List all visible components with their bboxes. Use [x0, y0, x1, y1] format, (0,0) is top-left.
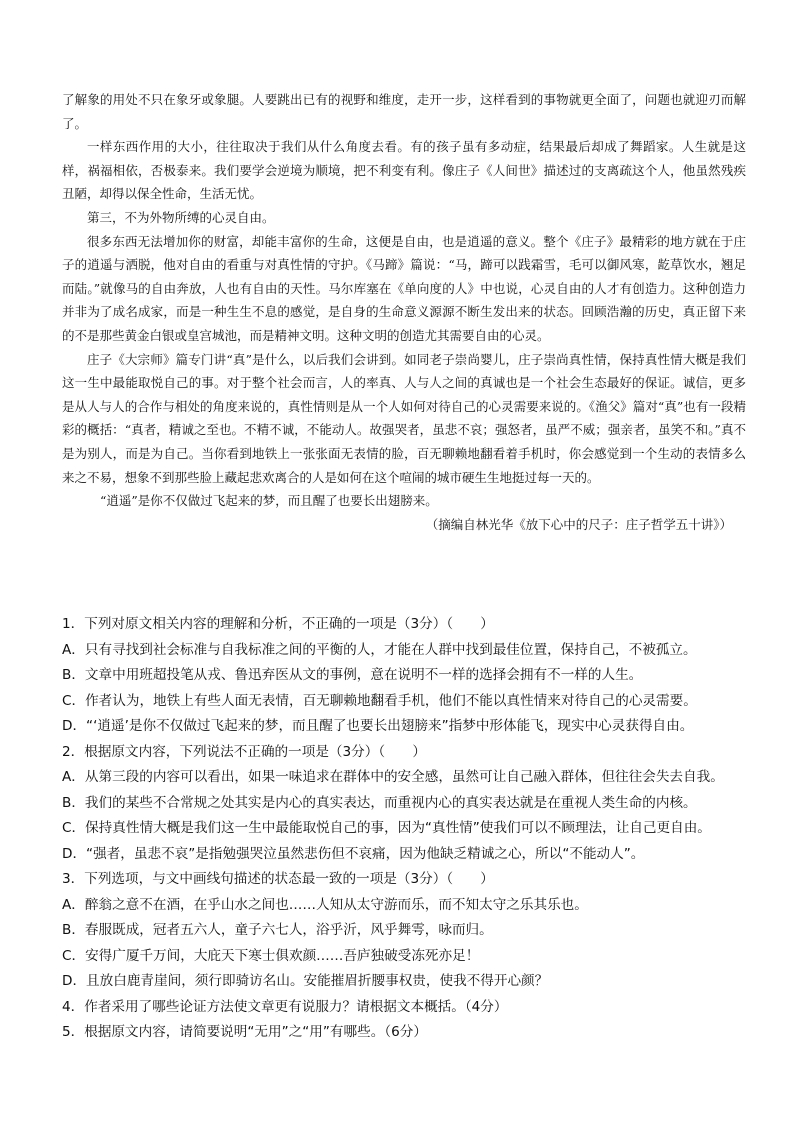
question-3-option-b: B．春服既成，冠者五六人，童子六七人，浴乎沂，风乎舞雩，咏而归。	[62, 922, 493, 938]
reading-passage	[62, 88, 746, 536]
question-1-option-d: D．“‘逍遥’是你不仅做过飞起来的梦，而且醒了也要长出翅膀来”指梦中形体能飞，现实中心灵获得自由。	[62, 718, 694, 734]
question-2-option-d: D．“强者，虽悲不哀”是指勉强哭泣虽然悲伤但不哀痛，因为他缺乏精诚之心，所以“不能动人”。	[62, 845, 645, 862]
question-3-option-a: A．醉翁之意不在酒，在乎山水之间也……人知从太守游而乐，而不知太守之乐其乐也。	[62, 896, 588, 913]
question-1-option-c: C．作者认为，地铁上有些人面无表情，百无聊赖地翻看手机，他们不能以真性情来对待自己的心灵需要。	[62, 692, 697, 709]
question-2-option-b: B．我们的某些不合常规之处其实是内心的真实表达，而重视内心的真实表达就是在重视人类生命的内核。	[62, 794, 697, 811]
question-1-stem: 1．下列对原文相关内容的理解和分析，不正确的一项是（3分）（ ）	[62, 616, 494, 632]
question-1-option-a: A．只有寻找到社会标准与自我标准之间的平衡的人，才能在人群中找到最佳位置，保持自己，不被孤立。	[62, 641, 697, 658]
question-4: 4．作者采用了哪些论证方法使文章更有说服力？请根据文本概括。（4分）	[62, 998, 508, 1015]
question-1-option-b: B．文章中用班超投笔从戎、鲁迅弃医从文的事例，意在说明不一样的选择会拥有不一样的人生。	[62, 667, 643, 683]
question-3-stem: 3．下列选项，与文中画线句描述的状态最一致的一项是（3分）（ ）	[62, 871, 494, 887]
passage-paragraph-5: “逍遥”是你不仅做过飞起来的梦，而且醒了也要长出翅膀来。	[100, 493, 438, 509]
passage-paragraph-1: 一样东西作用的大小，往往取决于我们从什么角度去看。有的孩子虽有多动症，结果最后却成了舞蹈家。人生就是这样，祸福相依，否极泰来。我们要学会逆境为顺境，把不利变有利。像庄子《人间世》描述过的支离疏这个人，他虽然残疾丑陋，却得以保全性命，生活无忧。	[62, 139, 746, 202]
passage-paragraph-3: 很多东西无法增加你的财富，却能丰富你的生命，这便是自由，也是逍遥的意义。整个《庄子》最精彩的地方就在于庄子的逍遥与洒脱，他对自由的看重与对真性情的守护。《马蹄》篇说：“马，蹄可以践霜雪，毛可以御风寒，龁草饮水，翘足而陆。”就像马的自由奔放，人也有自由的天性。马尔库塞在《单向度的人》中也说，心灵自由的人才有创造力。这种创造力并非为了成名成家，而是一种生生不息的感觉，是自身的生命意义源源不断生发出来的状态。回顾浩瀚的历史，真正留下来的不是那些黄金白银或皇宫城池，而是精神文明。这种文明的创造尤其需要自由的心灵。	[62, 233, 746, 343]
passage-paragraph-4: 庄子《大宗师》篇专门讲“真”是什么，以后我们会讲到。如同老子崇尚婴儿，庄子崇尚真性情，保持真性情大概是我们这一生中最能取悦自己的事。对于整个社会而言，人的率真、人与人之间的真诚也是一个社会生态最好的保证。诚信，更多是从人与人的合作与相处的角度来说的，真性情则是从一个人如何对待自己的心灵需要来说的。《渔父》篇对“真”也有一段精彩的概括：“真者，精诚之至也。不精不诚，不能动人。故强哭者，虽悲不哀；强怒者，虽严不威；强亲者，虽笑不和。”真不是为别人，而是为自己。当你看到地铁上一张张面无表情的脸，百无聊赖地翻看着手机时，你会感觉到一个生动的表情多么来之不易，想象不到那些脸上藏起悲欢离合的人是如何在这个喧闹的城市硬生生地挺过每一天的。	[62, 351, 746, 485]
question-2-option-a: A．从第三段的内容可以看出，如果一味追求在群体中的安全感，虽然可让自己融入群体，但往往会失去自我。	[62, 769, 724, 785]
passage-paragraph-0: 了解象的用处不只在象牙或象腿。人要跳出已有的视野和维度，走开一步，这样看到的事物就更全面了，问题也就迎刃而解了。	[62, 92, 746, 131]
question-3-option-d: D．且放白鹿青崖间，须行即骑访名山。安能摧眉折腰事权贵，使我不得开心颜？	[62, 973, 549, 989]
questions-section	[62, 612, 752, 1046]
question-2-stem: 2．根据原文内容，下列说法不正确的一项是（3分）（ ）	[62, 743, 426, 760]
question-5: 5．根据原文内容，请简要说明“无用”之“用”有哪些。（6分）	[62, 1024, 427, 1040]
question-3-option-c: C．安得广厦千万间，大庇天下寒士俱欢颜……吾庐独破受冻死亦足！	[62, 947, 480, 964]
passage-paragraph-2: 第三，不为外物所缚的心灵自由。	[87, 209, 275, 225]
question-2-option-c: C．保持真性情大概是我们这一生中最能取悦自己的事，因为“真性情”使我们可以不顾理法，让自己更自由。	[62, 820, 711, 836]
passage-source: （摘编自林光华《放下心中的尺子：庄子哲学五十讲》）	[425, 516, 732, 532]
